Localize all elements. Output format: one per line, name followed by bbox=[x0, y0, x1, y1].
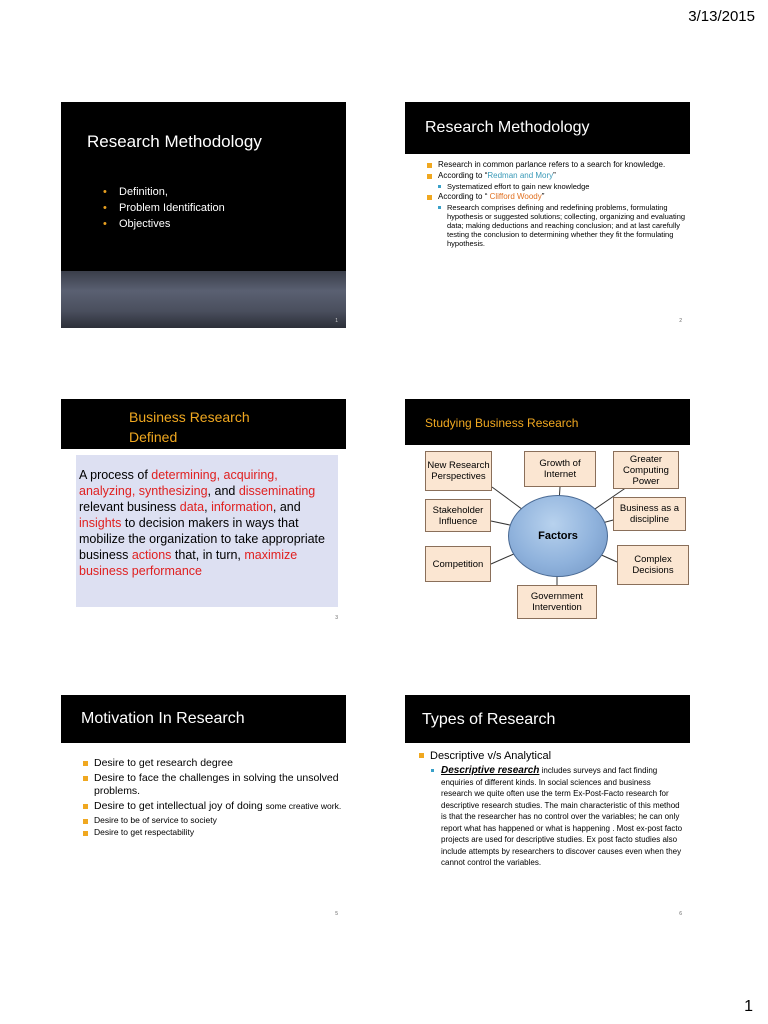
factor-box: Complex Decisions bbox=[617, 545, 689, 585]
slide-4 bbox=[405, 399, 690, 625]
list-item: Research in common parlance refers to a search for knowledge. bbox=[427, 160, 687, 170]
list-item: • Definition, bbox=[103, 184, 225, 200]
list-item: • Objectives bbox=[103, 216, 225, 232]
slide-3 bbox=[61, 399, 346, 625]
slide-1 bbox=[61, 102, 346, 328]
slide-title: Studying Business Research bbox=[425, 416, 579, 430]
list-item: Desire to get research degree bbox=[83, 757, 343, 770]
slide-number: 5 bbox=[335, 911, 338, 917]
factor-box: Greater Computing Power bbox=[613, 451, 679, 489]
factor-box: Government Intervention bbox=[517, 585, 597, 619]
list-item: Desire to get intellectual joy of doing some creative work. bbox=[83, 800, 343, 813]
decorative-band bbox=[61, 271, 346, 328]
title-bar bbox=[61, 695, 346, 743]
slide-number: 3 bbox=[335, 615, 338, 621]
list-item: Desire to get respectability bbox=[83, 827, 343, 838]
definition-box bbox=[76, 455, 338, 607]
factors-hub: Factors bbox=[508, 495, 608, 577]
title-bar bbox=[405, 102, 690, 154]
list-item: Descriptive v/s Analytical bbox=[419, 749, 687, 763]
list-item: Desire to be of service to society bbox=[83, 815, 343, 826]
factor-box: Stakeholder Influence bbox=[425, 499, 491, 532]
slide-title: Research Methodology bbox=[87, 132, 262, 151]
slide-title: Research Methodology bbox=[425, 119, 590, 136]
slide-number: 6 bbox=[679, 911, 682, 917]
title-bar bbox=[61, 399, 346, 449]
highlight-name: Redman and Mory bbox=[487, 171, 554, 180]
slide-number: 1 bbox=[335, 318, 338, 324]
list-item: According to “ Clifford Woody” bbox=[427, 192, 687, 202]
slide-body bbox=[83, 757, 343, 839]
factor-box: Growth of Internet bbox=[524, 451, 596, 487]
list-item: Desire to face the challenges in solving the unsolved problems. bbox=[83, 772, 343, 798]
definition-text: A process of determining, acquiring, analyzing, synthesizing, and disseminating relevant business data, information, and insights to decision makers in ways that mobilize the organization to take appropriate business actions that, in turn, maximize business performance bbox=[79, 468, 325, 578]
bullet-list bbox=[103, 184, 225, 232]
page-date: 3/13/2015 bbox=[688, 8, 755, 25]
highlight-name: Clifford Woody bbox=[489, 192, 542, 201]
slide-body bbox=[427, 160, 687, 249]
list-item: According to “Redman and Mory” bbox=[427, 171, 687, 181]
title-bar bbox=[405, 695, 690, 743]
sub-list-item: Descriptive research includes surveys and fact finding enquiries of different kinds. In social sciences and business research we quite often use the term Ex-Post-Facto research for descriptive research studies. The main characteristic of this method is that the researcher has no control over the variables; he can only report what has happened or what is happening . Most ex-post facto projects are used for descriptive studies. Ex post facto studies also include attempts by researchers to discover causes even when they cannot control the variables. bbox=[419, 765, 687, 869]
slide-title: Types of Research bbox=[422, 711, 556, 728]
slide-2 bbox=[405, 102, 690, 328]
list-item: • Problem Identification bbox=[103, 200, 225, 216]
factor-box: Business as a discipline bbox=[613, 497, 686, 531]
sub-list-item: Research comprises defining and redefining problems, formulating hypothesis or suggested solutions; collecting, organizing and evaluating data; making deductions and reaching conclusion; and at last carefully testing the conclusion to determining whether they fit the formulating hypothesis. bbox=[427, 203, 687, 248]
slide-5 bbox=[61, 695, 346, 921]
term: Descriptive research bbox=[441, 765, 540, 776]
slide-number: 2 bbox=[679, 318, 682, 324]
factor-box: Competition bbox=[425, 546, 491, 582]
slide-6 bbox=[405, 695, 690, 921]
slide-title: Business Research Defined bbox=[129, 409, 250, 445]
slide-body bbox=[419, 749, 687, 869]
page-number: 1 bbox=[744, 998, 753, 1015]
factor-box: New Research Perspectives bbox=[425, 451, 492, 491]
slide-title: Motivation In Research bbox=[81, 710, 245, 727]
sub-list-item: Systematized effort to gain new knowledge bbox=[427, 182, 687, 191]
